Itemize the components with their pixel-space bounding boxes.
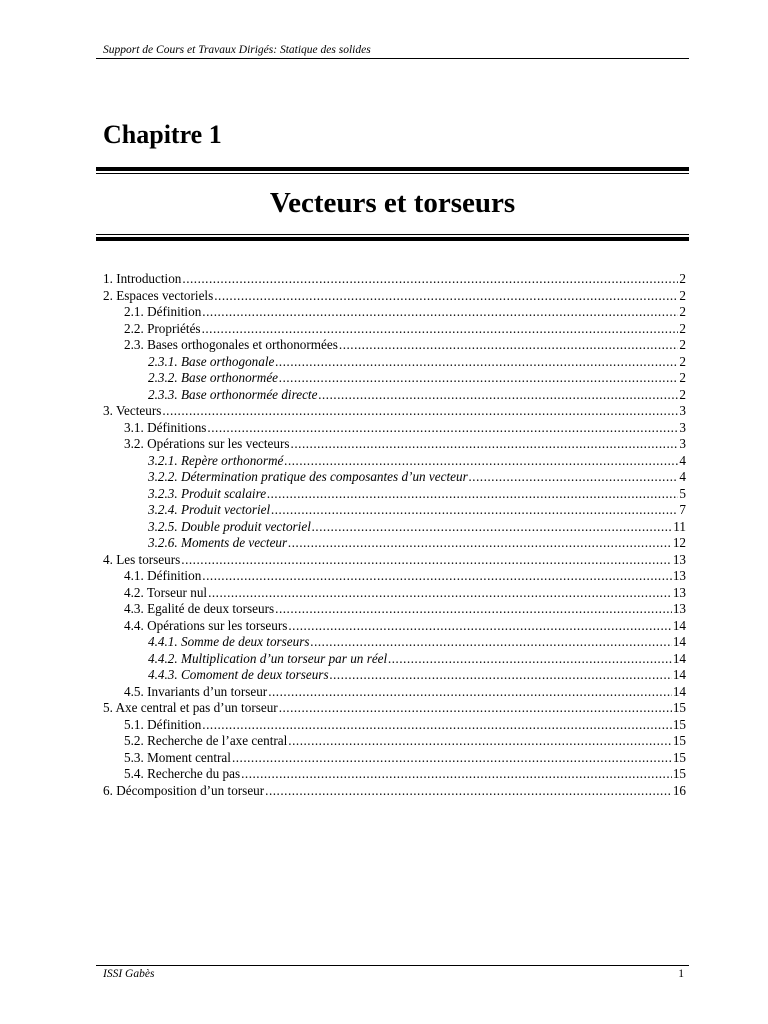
toc-entry-page: 16: [672, 782, 686, 798]
toc-entry-page: 15: [672, 700, 686, 715]
toc-entry-label: 5.3. Moment central: [124, 749, 231, 765]
toc-entry[interactable]: [103, 783, 686, 800]
toc-dot-leader: [339, 337, 679, 354]
footer-divider: [96, 965, 689, 966]
toc-dot-leader: [181, 552, 672, 569]
toc-dot-leader: [207, 420, 678, 437]
toc-entry-page: 13: [672, 584, 686, 600]
toc-entry-label: 4.4.2. Multiplication d’un torseur par un réel: [148, 650, 388, 666]
toc-entry-page: 15: [672, 766, 686, 781]
toc-entry-page: 4: [679, 469, 686, 484]
toc-entry[interactable]: [103, 469, 686, 486]
toc-entry-label: 3.2.5. Double produit vectoriel: [148, 518, 311, 534]
toc-entry-page: 14: [672, 650, 686, 666]
toc-dot-leader: [311, 634, 672, 651]
toc-dot-leader: [268, 684, 672, 701]
toc-entry[interactable]: [103, 354, 686, 371]
toc-entry-label: 3.2.4. Produit vectoriel: [148, 502, 271, 517]
toc-entry[interactable]: [103, 453, 686, 470]
toc-entry[interactable]: [103, 436, 686, 453]
toc-entry[interactable]: [103, 733, 686, 750]
toc-entry-label: 5.4. Recherche du pas: [124, 766, 241, 781]
toc-dot-leader: [271, 502, 678, 519]
toc-entry-label: 2.3.2. Base orthonormée: [148, 370, 279, 385]
toc-dot-leader: [208, 585, 672, 602]
toc-entry-page: 15: [672, 716, 686, 732]
toc-entry[interactable]: [103, 535, 686, 552]
toc-entry-page: 4: [679, 452, 686, 468]
toc-entry[interactable]: [103, 486, 686, 503]
toc-entry[interactable]: [103, 387, 686, 404]
toc-entry-page: 2: [679, 287, 686, 303]
toc-dot-leader: [275, 601, 672, 618]
toc-entry[interactable]: [103, 750, 686, 767]
toc-entry-label: 3.2.2. Détermination pratique des composantes d’un vecteur: [148, 469, 468, 484]
toc-entry-label: 3.2.6. Moments de vecteur: [148, 535, 288, 550]
toc-dot-leader: [388, 651, 672, 668]
toc-entry-page: 2: [679, 370, 686, 385]
toc-entry-label: 3.2.1. Repère orthonormé: [148, 452, 284, 468]
toc-entry[interactable]: [103, 370, 686, 387]
footer-institution: ISSI Gabès: [103, 968, 155, 980]
toc-entry-label: 2.1. Définition: [124, 304, 202, 319]
toc-dot-leader: [214, 288, 678, 305]
toc-entry-page: 13: [672, 551, 686, 567]
toc-entry-page: 14: [672, 667, 686, 682]
title-rule-top-thick: [96, 167, 689, 171]
toc-entry-label: 3.1. Définitions: [124, 419, 207, 435]
toc-entry-page: 2: [679, 271, 686, 286]
toc-entry[interactable]: [103, 420, 686, 437]
toc-dot-leader: [279, 370, 678, 387]
toc-entry[interactable]: [103, 684, 686, 701]
toc-entry[interactable]: [103, 403, 686, 420]
toc-entry-page: 14: [672, 617, 686, 633]
header-title: Support de Cours et Travaux Dirigés: Statique des solides: [103, 44, 371, 56]
toc-entry-label: 4.5. Invariants d’un torseur: [124, 683, 268, 699]
toc-entry[interactable]: [103, 651, 686, 668]
title-rule-bottom-thin: [96, 234, 689, 235]
toc-entry[interactable]: [103, 519, 686, 536]
header-divider: [96, 58, 689, 59]
footer-page-number: 1: [678, 968, 684, 980]
toc-entry-label: 4. Les torseurs: [103, 551, 181, 567]
toc-entry-page: 7: [679, 502, 686, 517]
toc-entry[interactable]: [103, 321, 686, 338]
toc-entry-label: 4.4.3. Comoment de deux torseurs: [148, 667, 329, 682]
toc-dot-leader: [279, 700, 672, 717]
toc-dot-leader: [288, 618, 671, 635]
toc-dot-leader: [202, 568, 672, 585]
toc-dot-leader: [275, 354, 678, 371]
toc-entry[interactable]: [103, 337, 686, 354]
toc-entry-page: 2: [679, 337, 686, 352]
toc-entry-page: 3: [679, 436, 686, 451]
toc-entry[interactable]: [103, 271, 686, 288]
toc-entry-label: 2.3.3. Base orthonormée directe: [148, 386, 318, 402]
table-of-contents: [103, 271, 686, 799]
toc-dot-leader: [267, 486, 678, 503]
toc-dot-leader: [288, 535, 672, 552]
toc-entry-page: 5: [679, 485, 686, 501]
toc-dot-leader: [318, 387, 678, 404]
toc-entry-label: 4.1. Définition: [124, 568, 202, 583]
chapter-label: Chapitre 1: [103, 120, 222, 149]
toc-entry-label: 3.2.3. Produit scalaire: [148, 485, 267, 501]
toc-entry-label: 3.2. Opérations sur les vecteurs: [124, 436, 290, 451]
toc-dot-leader: [182, 271, 678, 288]
title-rule-top-thin: [96, 173, 689, 174]
toc-dot-leader: [202, 321, 679, 338]
toc-entry-label: 2.3. Bases orthogonales et orthonormées: [124, 337, 338, 352]
toc-entry-page: 12: [672, 535, 686, 550]
toc-entry-page: 2: [679, 304, 686, 319]
toc-dot-leader: [202, 304, 678, 321]
toc-entry[interactable]: [103, 288, 686, 305]
toc-entry-page: 3: [679, 403, 686, 418]
toc-entry-page: 13: [672, 601, 686, 616]
toc-dot-leader: [162, 403, 678, 420]
toc-entry[interactable]: [103, 634, 686, 651]
chapter-title: Vecteurs et torseurs: [269, 187, 516, 219]
toc-entry-page: 14: [672, 683, 686, 699]
toc-entry-label: 5. Axe central et pas d’un torseur: [103, 700, 278, 715]
title-rule-bottom-thick: [96, 237, 689, 241]
toc-dot-leader: [284, 453, 678, 470]
toc-dot-leader: [241, 766, 672, 783]
toc-dot-leader: [288, 733, 672, 750]
toc-entry-page: 13: [672, 568, 686, 583]
toc-entry-label: 2.3.1. Base orthogonale: [148, 353, 275, 369]
toc-entry-page: 2: [679, 320, 686, 336]
toc-entry-page: 2: [679, 353, 686, 369]
toc-entry-page: 3: [679, 419, 686, 435]
toc-entry[interactable]: [103, 601, 686, 618]
toc-entry-label: 3. Vecteurs: [103, 403, 162, 418]
toc-entry-page: 15: [672, 749, 686, 765]
toc-entry-page: 15: [672, 733, 686, 748]
toc-entry[interactable]: [103, 568, 686, 585]
toc-entry-label: 4.3. Egalité de deux torseurs: [124, 601, 275, 616]
toc-entry-label: 4.2. Torseur nul: [124, 584, 208, 600]
toc-dot-leader: [330, 667, 672, 684]
toc-entry[interactable]: [103, 700, 686, 717]
toc-entry[interactable]: [103, 552, 686, 569]
toc-entry[interactable]: [103, 502, 686, 519]
toc-entry-label: 2. Espaces vectoriels: [103, 287, 214, 303]
toc-entry-page: 14: [672, 634, 686, 649]
toc-dot-leader: [312, 519, 672, 536]
toc-dot-leader: [232, 750, 672, 767]
toc-entry[interactable]: [103, 717, 686, 734]
toc-entry-label: 5.1. Définition: [124, 716, 202, 732]
toc-entry-label: 1. Introduction: [103, 271, 182, 286]
toc-entry-label: 6. Décomposition d’un torseur: [103, 782, 265, 798]
toc-entry-label: 5.2. Recherche de l’axe central: [124, 733, 288, 748]
toc-entry[interactable]: [103, 304, 686, 321]
toc-dot-leader: [202, 717, 672, 734]
toc-dot-leader: [469, 469, 679, 486]
toc-entry[interactable]: [103, 766, 686, 783]
toc-entry-label: 4.4. Opérations sur les torseurs: [124, 617, 288, 633]
toc-entry[interactable]: [103, 585, 686, 602]
toc-entry-page: 2: [679, 386, 686, 402]
toc-dot-leader: [291, 436, 679, 453]
toc-entry-page: 11: [673, 518, 686, 534]
toc-dot-leader: [265, 783, 672, 800]
toc-entry[interactable]: [103, 667, 686, 684]
toc-entry-label: 2.2. Propriétés: [124, 320, 201, 336]
toc-entry-label: 4.4.1. Somme de deux torseurs: [148, 634, 310, 649]
toc-entry[interactable]: [103, 618, 686, 635]
